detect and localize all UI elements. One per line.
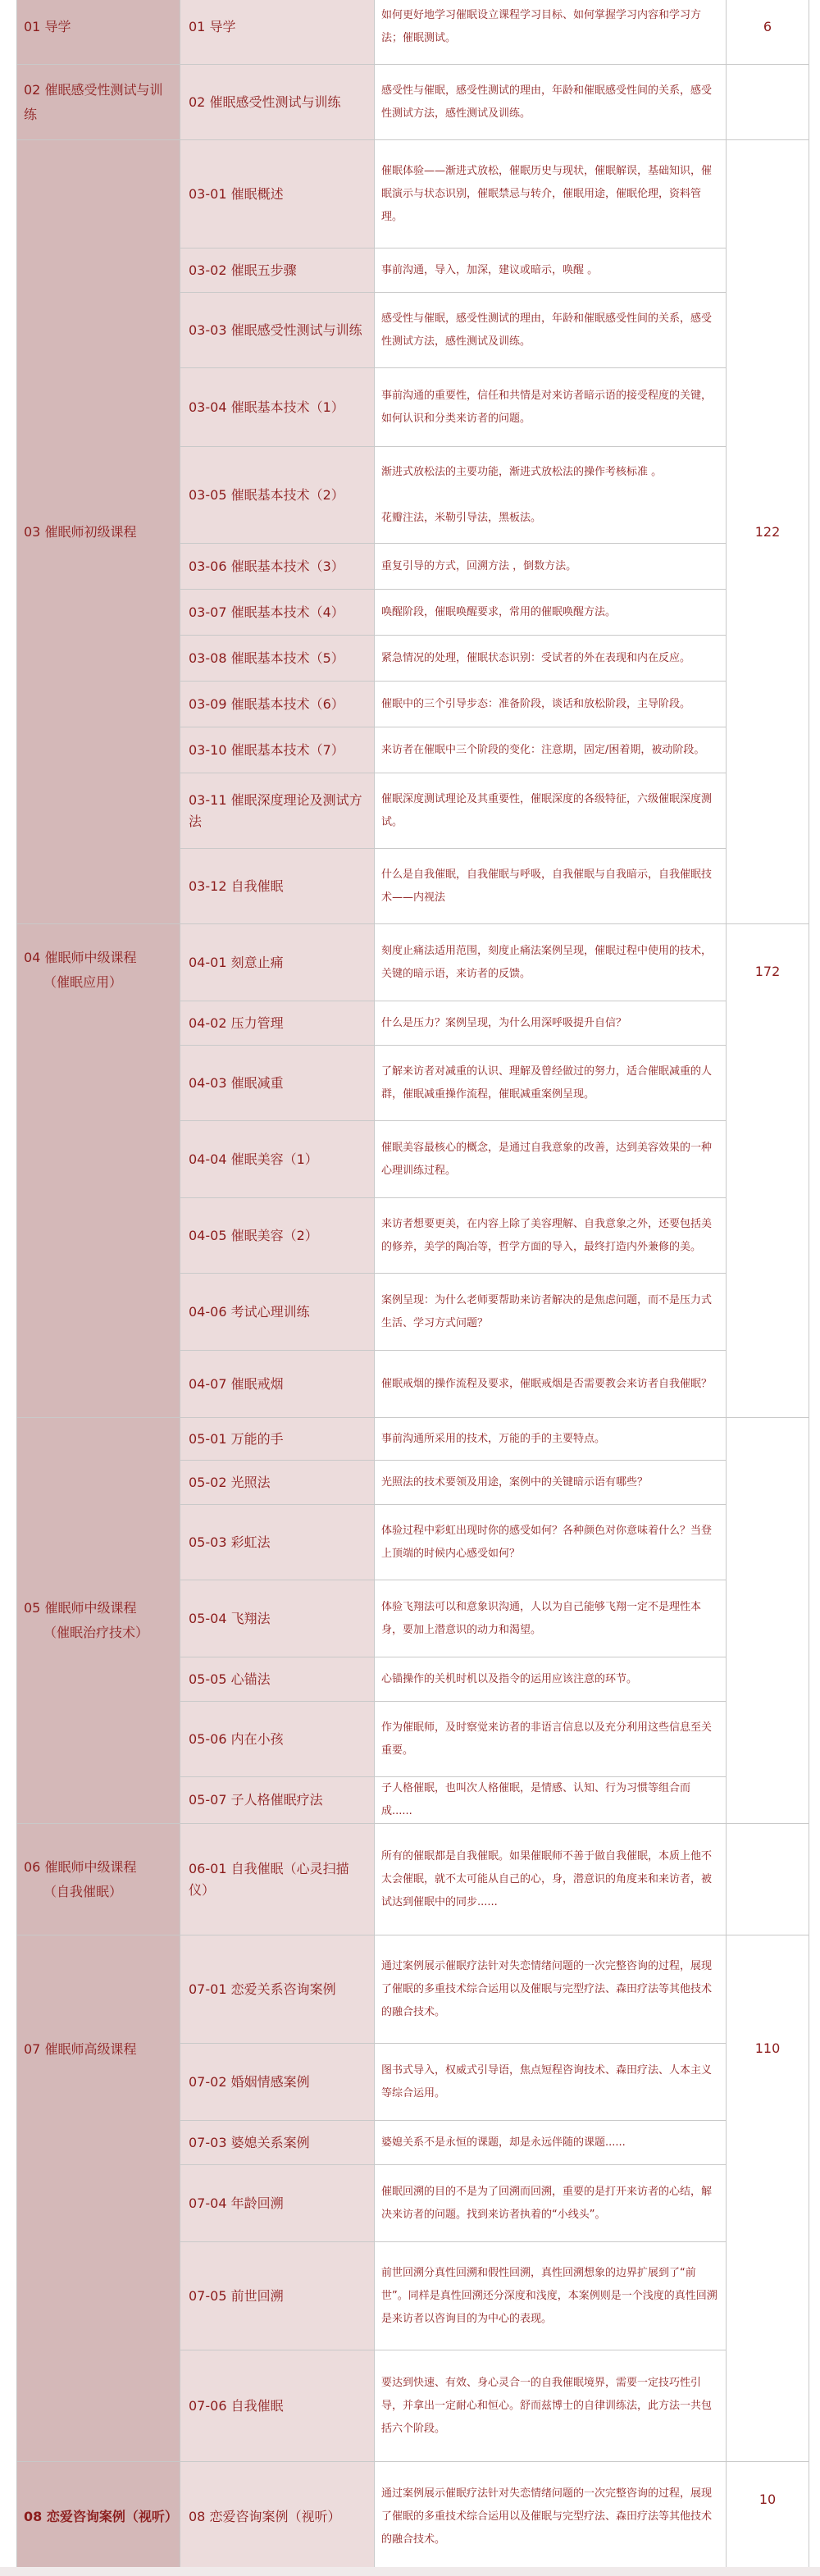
lesson-description: 通过案例展示催眠疗法针对失恋情绪问题的一次完整咨询的过程，展现了催眠的多重技术综合运用以及催眠与完型疗法、森田疗法等其他技术的融合技术。 [375, 2462, 727, 2572]
lesson-description: 催眠回溯的目的不是为了回溯而回溯，重要的是打开来访者的心结，解决来访者的问题。找到来访者执着的“小线头”。 [375, 2165, 727, 2242]
lesson-name: 05-04 飞翔法 [180, 1580, 375, 1657]
table-row [17, 65, 809, 140]
table-row [17, 0, 809, 65]
lesson-description: 紧急情况的处理，催眠状态识别：受试者的外在表现和内在反应。 [375, 636, 727, 682]
lesson-description: 催眠戒烟的操作流程及要求，催眠戒烟是否需要教会来访者自我催眠？ [375, 1351, 727, 1418]
lesson-description: 重复引导的方式，回溯方法 ，倒数方法。 [375, 544, 727, 590]
lesson-description: 图书式导入，权威式引导语，焦点短程咨询技术、森田疗法、人本主义等综合运用。 [375, 2044, 727, 2121]
lesson-name: 04-03 催眠减重 [180, 1046, 375, 1121]
lesson-name: 03-11 催眠深度理论及测试方法 [180, 773, 375, 849]
module-title: 05 催眠师中级课程 （催眠治疗技术） [17, 1418, 180, 1824]
lesson-name: 07-03 婆媳关系案例 [180, 2121, 375, 2165]
lesson-description: 催眠中的三个引导步态：准备阶段，谈话和放松阶段，主导阶段。 [375, 682, 727, 727]
lesson-name: 08 恋爱咨询案例（视听） [180, 2462, 375, 2572]
table-row [17, 140, 809, 248]
module-hours [727, 65, 809, 140]
lesson-name: 04-01 刻意止痛 [180, 924, 375, 1001]
lesson-description: 如何更好地学习催眠设立课程学习目标、如何掌握学习内容和学习方法；催眠测试。 [375, 0, 727, 65]
lesson-name: 07-06 自我催眠 [180, 2350, 375, 2462]
module-title: 08 恋爱咨询案例（视听） [17, 2462, 180, 2572]
lesson-name: 06-01 自我催眠（心灵扫描仪） [180, 1824, 375, 1935]
lesson-description: 事前沟通，导入，加深，建议或暗示，唤醒 。 [375, 248, 727, 293]
lesson-name: 01 导学 [180, 0, 375, 65]
lesson-name: 07-02 婚姻情感案例 [180, 2044, 375, 2121]
lesson-name: 03-07 催眠基本技术（4） [180, 590, 375, 636]
module-hours: 110 [727, 1935, 809, 2462]
lesson-description: 前世回溯分真性回溯和假性回溯，真性回溯想象的边界扩展到了“前世”。同样是真性回溯还分深度和浅度，本案例则是一个浅度的真性回溯是来访者以咨询目的为中心的表现。 [375, 2242, 727, 2350]
lesson-description-line: 花瓣注法，米勒引导法，黑板法。 [381, 511, 542, 524]
lesson-description: 唤醒阶段，催眠唤醒要求，常用的催眠唤醒方法。 [375, 590, 727, 636]
lesson-name: 05-02 光照法 [180, 1461, 375, 1505]
lesson-description: 来访者想要更美，在内容上除了美容理解、自我意象之外，还要包括美的修养，美学的陶冶等，哲学方面的导入，最终打造内外兼修的美。 [375, 1198, 727, 1274]
module-hours: 122 [727, 140, 809, 924]
lesson-name: 03-06 催眠基本技术（3） [180, 544, 375, 590]
lesson-description: 来访者在催眠中三个阶段的变化：注意期，固定/困着期，被动阶段。 [375, 727, 727, 773]
lesson-name: 05-07 子人格催眠疗法 [180, 1777, 375, 1824]
lesson-name: 02 催眠感受性测试与训练 [180, 65, 375, 140]
lesson-description: 婆媳关系不是永恒的课题，却是永远伴随的课题...... [375, 2121, 727, 2165]
lesson-description: 心锚操作的关机时机以及指令的运用应该注意的环节。 [375, 1657, 727, 1702]
module-title: 03 催眠师初级课程 [17, 140, 180, 924]
lesson-description: 催眠美容最核心的概念，是通过自我意象的改善，达到美容效果的一种心理训练过程。 [375, 1121, 727, 1198]
lesson-description: 感受性与催眠，感受性测试的理由，年龄和催眠感受性间的关系，感受性测试方法，感性测试及训练。 [375, 65, 727, 140]
module-hours [727, 1418, 809, 1824]
course-table [16, 0, 809, 2572]
lesson-description: 作为催眠师，及时察觉来访者的非语言信息以及充分利用这些信息至关重要。 [375, 1702, 727, 1777]
lesson-description: 案例呈现：为什么老师要帮助来访者解决的是焦虑问题，而不是压力式生活、学习方式问题？ [375, 1274, 727, 1351]
lesson-description: 催眠体验——渐进式放松，催眠历史与现状，催眠解误，基础知识，催眠演示与状态识别，催眠禁忌与转介，催眠用途，催眠伦理，资料管理。 [375, 140, 727, 248]
module-subtitle: （自我催眠） [43, 1883, 123, 1899]
module-subtitle: （催眠应用） [43, 974, 123, 990]
lesson-description: 什么是自我催眠，自我催眠与呼吸，自我催眠与自我暗示，自我催眠技术——内视法 [375, 849, 727, 924]
lesson-name: 03-12 自我催眠 [180, 849, 375, 924]
lesson-description [375, 447, 727, 544]
lesson-description: 催眠深度测试理论及其重要性，催眠深度的各级特征，六级催眠深度测试。 [375, 773, 727, 849]
table-row [17, 2462, 809, 2572]
lesson-description: 体验过程中彩虹出现时你的感受如何？各种颜色对你意味着什么？当登上顶端的时候内心感受如何？ [375, 1505, 727, 1580]
module-hours: 6 [727, 0, 809, 65]
module-hours [727, 1824, 809, 1935]
lesson-name: 04-05 催眠美容（2） [180, 1198, 375, 1274]
lesson-description: 感受性与催眠，感受性测试的理由，年龄和催眠感受性间的关系，感受性测试方法，感性测试及训练。 [375, 293, 727, 368]
lesson-name: 03-04 催眠基本技术（1） [180, 368, 375, 447]
module-hours: 10 [727, 2462, 809, 2572]
module-title: 01 导学 [17, 0, 180, 65]
lesson-name: 05-01 万能的手 [180, 1418, 375, 1461]
module-title: 07 催眠师高级课程 [17, 1935, 180, 2462]
lesson-name: 04-07 催眠戒烟 [180, 1351, 375, 1418]
lesson-description: 体验飞翔法可以和意象识沟通，人以为自己能够飞翔一定不是理性本身，要加上潜意识的动力和渴望。 [375, 1580, 727, 1657]
lesson-description: 所有的催眠都是自我催眠。如果催眠师不善于做自我催眠，本质上他不太会催眠，就不太可能从自己的心，身，潜意识的角度来和来访者，被试达到催眠中的同步...... [375, 1824, 727, 1935]
table-row [17, 1935, 809, 2044]
lesson-name: 04-06 考试心理训练 [180, 1274, 375, 1351]
lesson-name: 04-04 催眠美容（1） [180, 1121, 375, 1198]
lesson-name: 07-01 恋爱关系咨询案例 [180, 1935, 375, 2044]
table-row [17, 924, 809, 1001]
table-row [17, 1824, 809, 1935]
lesson-name: 04-02 压力管理 [180, 1001, 375, 1046]
module-title: 02 催眠感受性测试与训练 [17, 65, 180, 140]
bottom-strip [0, 2567, 820, 2576]
lesson-name: 07-05 前世回溯 [180, 2242, 375, 2350]
lesson-description: 刻度止痛法适用范围，刻度止痛法案例呈现，催眠过程中使用的技术，关键的暗示语，来访者的反馈。 [375, 924, 727, 1001]
lesson-name: 03-05 催眠基本技术（2） [180, 447, 375, 544]
lesson-name: 03-02 催眠五步骤 [180, 248, 375, 293]
module-subtitle: （催眠治疗技术） [43, 1625, 149, 1640]
lesson-name: 03-01 催眠概述 [180, 140, 375, 248]
lesson-name: 05-06 内在小孩 [180, 1702, 375, 1777]
lesson-description: 事前沟通所采用的技术，万能的手的主要特点。 [375, 1418, 727, 1461]
lesson-description: 子人格催眠，也叫次人格催眠，是情感、认知、行为习惯等组合而成...... [375, 1777, 727, 1824]
lesson-description: 事前沟通的重要性，信任和共情是对来访者暗示语的接受程度的关键，如何认识和分类来访者的问题。 [375, 368, 727, 447]
lesson-description: 什么是压力？案例呈现，为什么用深呼吸提升自信？ [375, 1001, 727, 1046]
lesson-name: 03-03 催眠感受性测试与训练 [180, 293, 375, 368]
module-title: 04 催眠师中级课程 （催眠应用） [17, 924, 180, 1418]
table-row [17, 1418, 809, 1461]
lesson-description: 要达到快速、有效、身心灵合一的自我催眠境界，需要一定技巧性引导，并拿出一定耐心和恒心。舒而兹博士的自律训练法，此方法一共包括六个阶段。 [375, 2350, 727, 2462]
lesson-name: 03-08 催眠基本技术（5） [180, 636, 375, 682]
lesson-description: 通过案例展示催眠疗法针对失恋情绪问题的一次完整咨询的过程，展现了催眠的多重技术综合运用以及催眠与完型疗法、森田疗法等其他技术的融合技术。 [375, 1935, 727, 2044]
lesson-name: 03-09 催眠基本技术（6） [180, 682, 375, 727]
lesson-description-line: 渐进式放松法的主要功能，渐进式放松法的操作考核标准 。 [381, 465, 663, 478]
lesson-name: 05-05 心锚法 [180, 1657, 375, 1702]
lesson-name: 03-10 催眠基本技术（7） [180, 727, 375, 773]
lesson-name: 05-03 彩虹法 [180, 1505, 375, 1580]
lesson-description: 光照法的技术要领及用途，案例中的关键暗示语有哪些？ [375, 1461, 727, 1505]
module-hours: 172 [727, 924, 809, 1418]
lesson-name: 07-04 年龄回溯 [180, 2165, 375, 2242]
module-title: 06 催眠师中级课程 （自我催眠） [17, 1824, 180, 1935]
lesson-description: 了解来访者对减重的认识、理解及曾经做过的努力，适合催眠减重的人群，催眠减重操作流程，催眠减重案例呈现。 [375, 1046, 727, 1121]
